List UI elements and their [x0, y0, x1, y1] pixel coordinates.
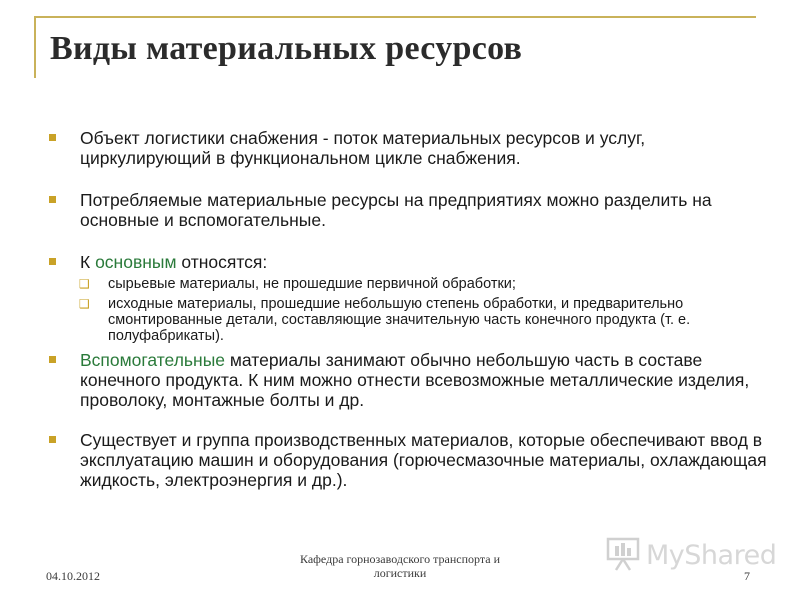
bullet-item: [46, 350, 776, 410]
square-bullet-icon: [49, 436, 56, 443]
footer-page-number: 7: [744, 569, 750, 583]
bullet-list: [46, 128, 776, 490]
hollow-square-bullet-icon: ❑: [79, 277, 90, 291]
bullet-text-prefix: К: [80, 252, 96, 272]
bullet-text: Объект логистики снабжения - поток материальных ресурсов и услуг, циркулирующий в функциональном цикле снабжения.: [80, 128, 646, 168]
sub-bullet-item: [46, 276, 776, 292]
watermark-text: MyShared: [646, 540, 777, 571]
bullet-item: [46, 128, 776, 168]
bullet-item: [46, 252, 776, 272]
footer-department: Кафедра горнозаводского транспорта и логистики: [299, 552, 501, 580]
hollow-square-bullet-icon: ❑: [79, 297, 90, 311]
sub-bullet-text: сырьевые материалы, не прошедшие первичной обработки;: [108, 276, 516, 292]
sub-bullet-text: исходные материалы, прошедшие небольшую степень обработки, и предварительно смонтированные детали, составляющие значительную часть конечного продукта (т. е. полуфабрикаты).: [108, 296, 691, 344]
square-bullet-icon: [49, 356, 56, 363]
square-bullet-icon: [49, 134, 56, 141]
bullet-text: Потребляемые материальные ресурсы на предприятиях можно разделить на основные и вспомогательные.: [80, 190, 712, 230]
square-bullet-icon: [49, 196, 56, 203]
bullet-item: [46, 190, 776, 230]
footer-date: 04.10.2012: [46, 569, 100, 583]
presentation-board-icon: [606, 536, 642, 572]
bullet-text-suffix: относятся:: [176, 252, 268, 272]
highlight-auxiliary: Вспомогательные: [80, 350, 226, 370]
sub-bullet-item: [46, 296, 776, 344]
square-bullet-icon: [49, 258, 56, 265]
highlight-main: основным: [95, 252, 177, 272]
bullet-item: [46, 430, 776, 490]
slide-title: Виды материальных ресурсов: [50, 30, 523, 67]
bullet-text: Существует и группа производственных материалов, которые обеспечивают ввод в эксплуатацию машин и оборудования (горючесмазочные материалы, охлаждающая жидкость, электроэнергия и др.).: [80, 430, 767, 490]
bullet-text: материалы занимают обычно небольшую часть в составе конечного продукта. К ним можно отнести всевозможные металлические изделия, проволоку, монтажные болты и др.: [80, 350, 750, 410]
watermark-logo: [606, 536, 776, 576]
